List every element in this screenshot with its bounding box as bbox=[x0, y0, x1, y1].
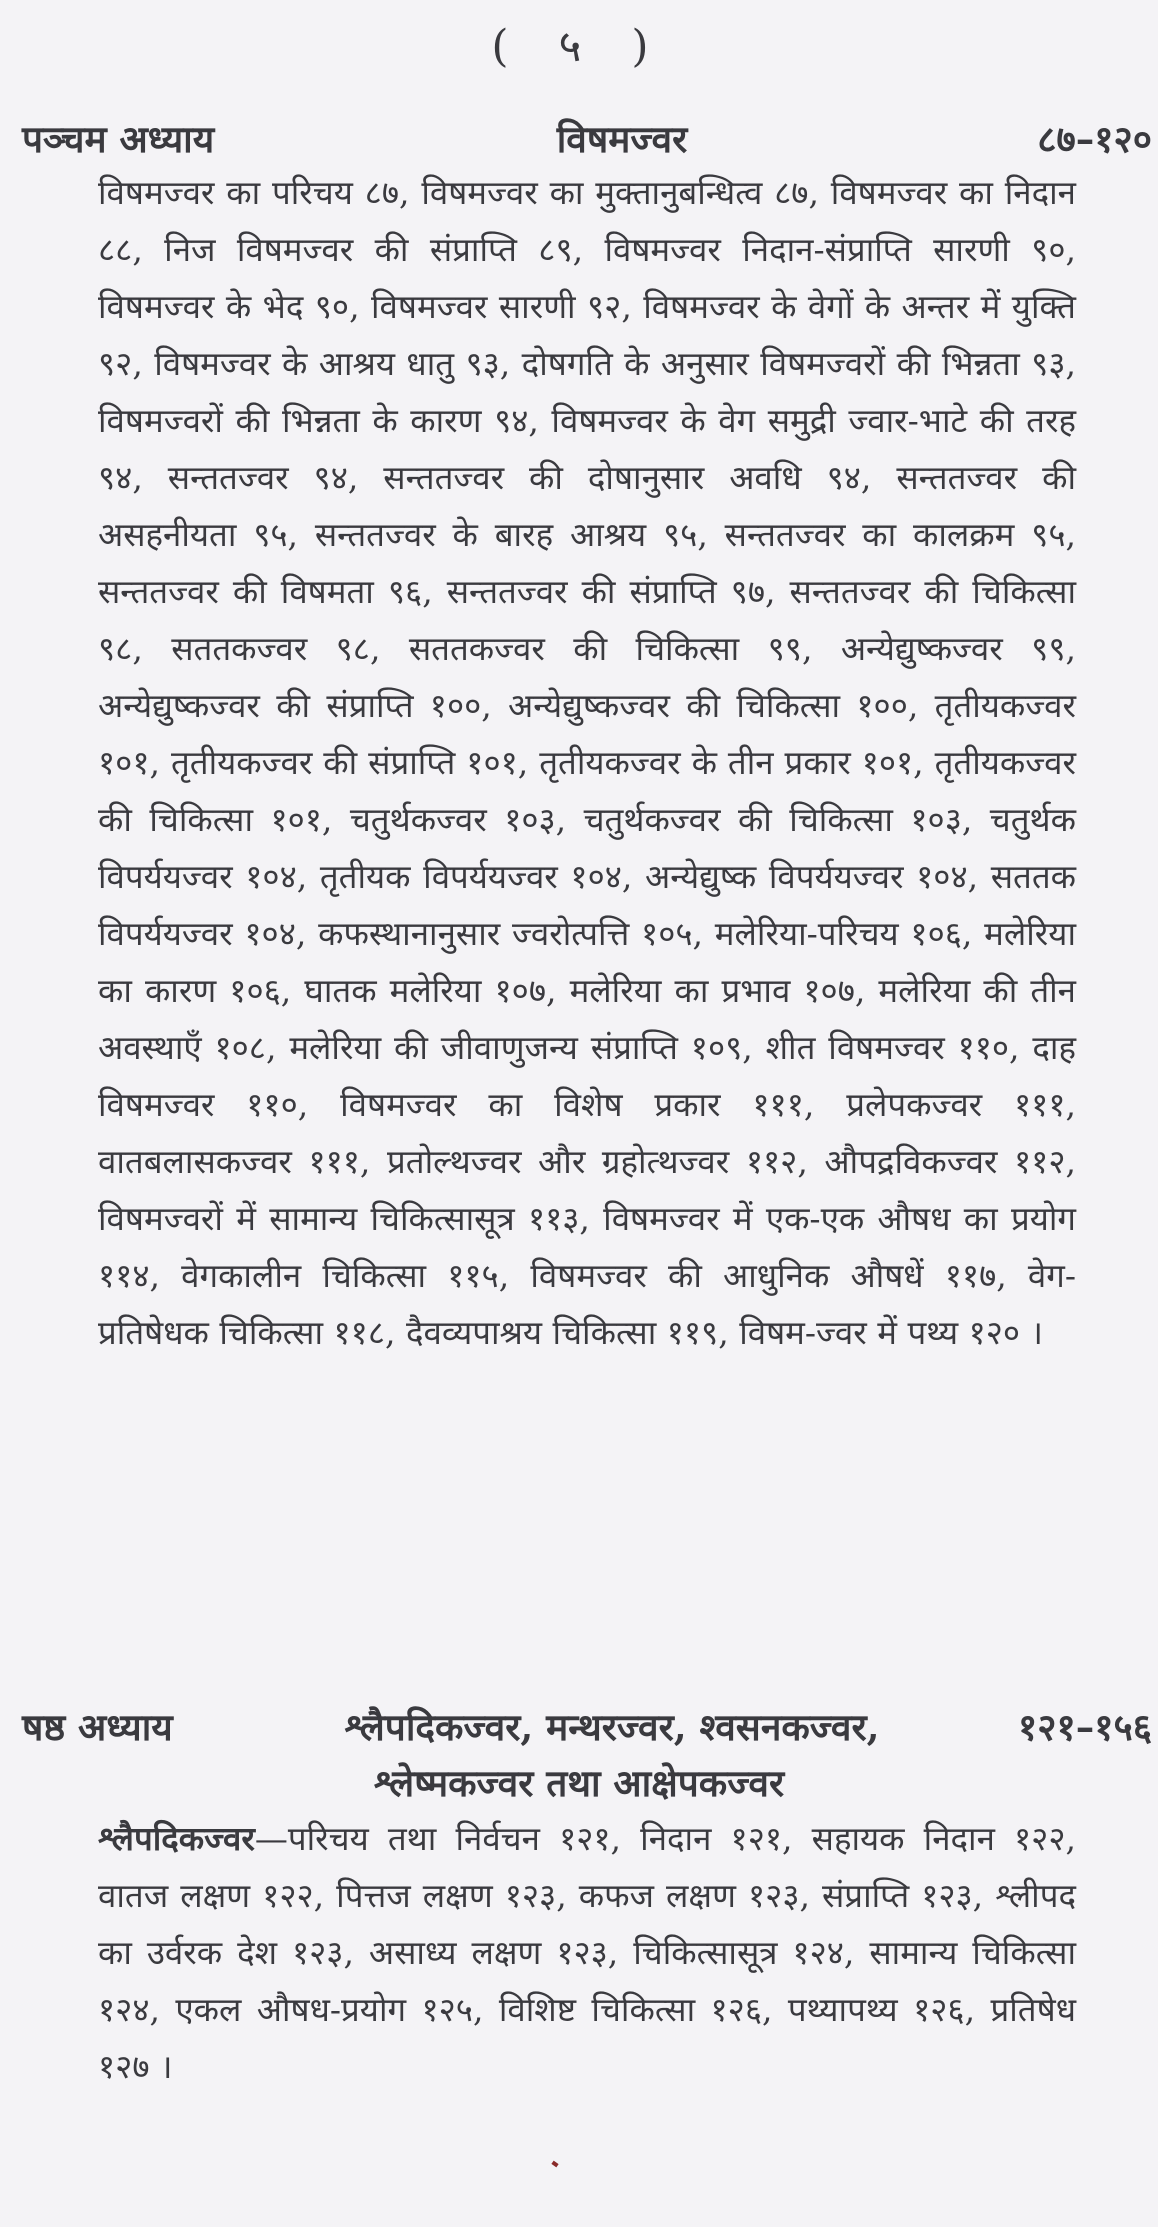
chapter-5-page-range: ८७–१२० bbox=[1037, 117, 1152, 161]
chapter-5-header bbox=[22, 112, 1152, 168]
chapter-5-contents: विषमज्वर का परिचय ८७, विषमज्वर का मुक्तानुबन्धित्व ८७, विषमज्वर का निदान ८८, निज विषमज्वर की संप्राप्ति ८९, विषमज्वर निदान-संप्राप्ति सारणी ९०, विषमज्वर के भेद ९०, विषमज्वर सारणी ९२, विषमज्वर के वेगों के अन्तर में युक्ति ९२, विषमज्वर के आश्रय धातु ९३, दोषगति के अनुसार विषमज्वरों की भिन्नता ९३, विषमज्वरों की भिन्नता के कारण ९४, विषमज्वर के वेग समुद्री ज्वार-भाटे की तरह ९४, सन्ततज्वर ९४, सन्ततज्वर की दोषानुसार अवधि ९४, सन्ततज्वर की असहनीयता ९५, सन्ततज्वर के बारह आश्रय ९५, सन्ततज्वर का कालक्रम ९५, सन्ततज्वर की विषमता ९६, सन्ततज्वर की संप्राप्ति ९७, सन्ततज्वर की चिकित्सा ९८, सततकज्वर ९८, सततकज्वर की चिकित्सा ९९, अन्येद्युष्कज्वर ९९, अन्येद्युष्कज्वर की संप्राप्ति १००, अन्येद्युष्कज्वर की चिकित्सा १००, तृतीयकज्वर १०१, तृतीयकज्वर की संप्राप्ति १०१, तृतीयकज्वर के तीन प्रकार १०१, तृतीयकज्वर की चिकित्सा १०१, चतुर्थकज्वर १०३, चतुर्थकज्वर की चिकित्सा १०३, चतुर्थक विपर्ययज्वर १०४, तृतीयक विपर्ययज्वर १०४, अन्येद्युष्क विपर्ययज्वर १०४, सततक विपर्ययज्वर १०४, कफस्थानानुसार ज्वरोत्पत्ति १०५, मलेरिया-परिचय १०६, मलेरिया का कारण १०६, घातक मलेरिया १०७, मलेरिया का प्रभाव १०७, मलेरिया की तीन अवस्थाएँ १०८, मलेरिया की जीवाणुजन्य संप्राप्ति १०९, शीत विषमज्वर ११०, दाह विषमज्वर ११०, विषमज्वर का विशेष प्रकार १११, प्रलेपकज्वर १११, वातबलासकज्वर १११, प्रतोल्थज्वर और ग्रहोत्थज्वर ११२, औपद्रविकज्वर ११२, विषमज्वरों में सामान्य चिकित्सासूत्र ११३, विषमज्वर में एक-एक औषध का प्रयोग ११४, वेगकालीन चिकित्सा ११५, विषमज्वर की आधुनिक औषधें ११७, वेग-प्रतिषेधक चिकित्सा ११८, दैवव्यपाश्रय चिकित्सा ११९, विषम-ज्वर में पथ्य १२० । bbox=[98, 173, 1076, 1352]
chapter-6-label: षष्ठ अध्याय bbox=[22, 1705, 173, 1749]
chapter-6-title-line-1: श्लैपदिकज्वर, मन्थरज्वर, श्वसनकज्वर, bbox=[344, 1705, 880, 1749]
chapter-6-header bbox=[22, 1700, 1152, 1756]
chapter-6-contents-text: —परिचय तथा निर्वचन १२१, निदान १२१, सहायक निदान १२२, वातज लक्षण १२२, पित्तज लक्षण १२३, कफज लक्षण १२३, संप्राप्ति १२३, श्लीपद का उर्वरक देश १२३, असाध्य लक्षण १२३, चिकित्सासूत्र १२४, सामान्य चिकित्सा १२४, एकल औषध-प्रयोग १२५, विशिष्ट चिकित्सा १२६, पथ्यापथ्य १२६, प्रतिषेध १२७ । bbox=[98, 1819, 1076, 2086]
ink-speck bbox=[551, 2161, 558, 2168]
chapter-5-label: पञ्चम अध्याय bbox=[22, 117, 215, 161]
chapter-6-lead-term: श्लैपदिकज्वर bbox=[98, 1819, 255, 1858]
chapter-6-page-range: १२१–१५६ bbox=[1018, 1705, 1152, 1749]
chapter-5-title: विषमज्वर bbox=[556, 117, 688, 161]
chapter-6-contents bbox=[98, 1810, 1076, 2095]
chapter-6-title-line-2: श्लेष्मकज्वर तथा आक्षेपकज्वर bbox=[373, 1761, 785, 1805]
page-number: ( ५ ) bbox=[491, 21, 667, 72]
